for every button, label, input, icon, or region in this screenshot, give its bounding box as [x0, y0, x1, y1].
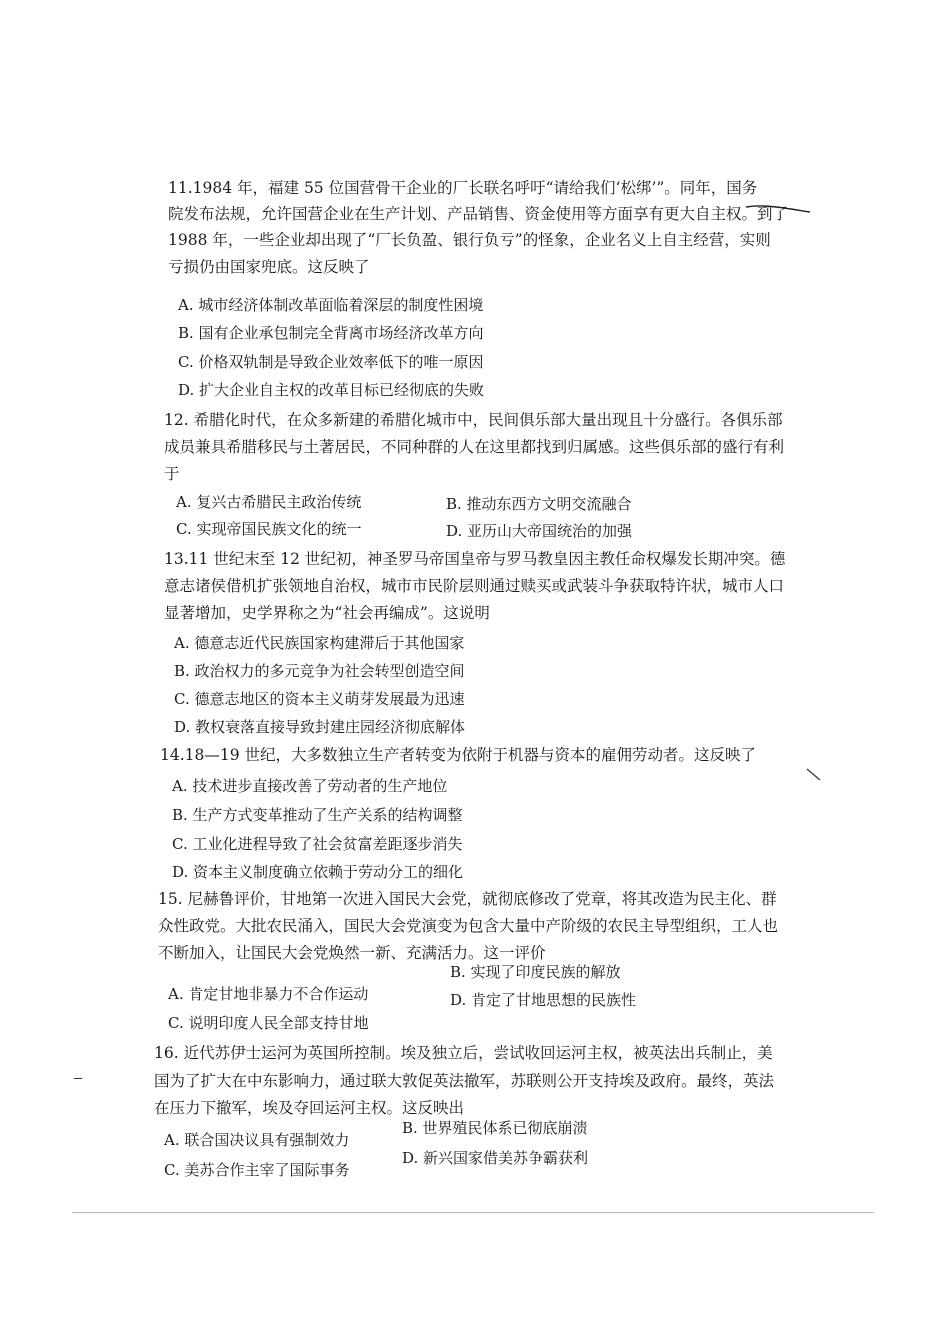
margin-dash-mark: [74, 1078, 82, 1079]
question-15-line-1: 15. 尼赫鲁评价，甘地第一次进入国民大会党，就彻底修改了党章，将其改造为民主化、群: [158, 890, 777, 908]
question-13-line-3: 显著增加，史学界称之为“社会再编成”。这说明: [164, 604, 490, 622]
question-12-line-2: 成员兼具希腊移民与土著居民，不同种群的人在这里都找到归属感。这些俱乐部的盛行有利: [164, 438, 785, 456]
question-11-line-4: 亏损仍由国家兜底。这反映了: [168, 258, 370, 276]
question-16-option-b: B. 世界殖民体系已彻底崩溃: [402, 1119, 588, 1137]
question-14-option-d: D. 资本主义制度确立依赖于劳动分工的细化: [172, 863, 464, 881]
question-15-option-b: B. 实现了印度民族的解放: [450, 963, 621, 981]
question-11-option-d: D. 扩大企业自主权的改革目标已经彻底的失败: [178, 381, 485, 399]
pen-strike-mark: [744, 198, 812, 218]
pen-tick-mark: [806, 768, 822, 782]
bottom-divider: [72, 1212, 874, 1213]
question-12-option-a: A. 复兴古希腊民主政治传统: [176, 493, 362, 511]
question-14-option-b: B. 生产方式变革推动了生产关系的结构调整: [172, 806, 463, 824]
question-15-option-a: A. 肯定甘地非暴力不合作运动: [168, 985, 369, 1003]
question-11-line-3: 1988 年，一些企业却出现了“厂长负盈、银行负亏”的怪象，企业名义上自主经营，实则: [168, 231, 771, 249]
question-13-option-a: A. 德意志近代民族国家构建滞后于其他国家: [174, 634, 465, 652]
question-11-option-b: B. 国有企业承包制完全背离市场经济改革方向: [178, 324, 484, 342]
question-16-line-3: 在压力下撤军，埃及夺回运河主权。这反映出: [154, 1099, 465, 1117]
question-12-option-d: D. 亚历山大帝国统治的加强: [446, 522, 633, 540]
question-12-option-b: B. 推动东西方文明交流融合: [446, 495, 632, 513]
question-13-option-c: C. 德意志地区的资本主义萌芽发展最为迅速: [174, 690, 465, 708]
question-15-option-d: D. 肯定了甘地思想的民族性: [450, 991, 637, 1009]
question-14-line-1: 14.18—19 世纪，大多数独立生产者转变为依附于机器与资本的雇佣劳动者。这反映了: [160, 746, 757, 764]
question-15-line-3: 不断加入，让国民大会党焕然一新、充满活力。这一评价: [158, 944, 546, 962]
question-11-line-1: 11.1984 年，福建 55 位国营骨干企业的厂长联名呼吁“请给我们‘松绑’”。同年，国务: [168, 179, 758, 197]
question-15-option-c: C. 说明印度人民全部支持甘地: [168, 1014, 369, 1032]
question-14-option-c: C. 工业化进程导致了社会贫富差距逐步消失: [172, 835, 463, 853]
question-11-line-2: 院发布法规，允许国营企业在生产计划、产品销售、资金使用等方面享有更大自主权。到了: [168, 205, 789, 223]
question-12-line-3: 于: [164, 465, 180, 483]
question-13-line-1: 13.11 世纪末至 12 世纪初，神圣罗马帝国皇帝与罗马教皇因主教任命权爆发长期冲突。德: [164, 550, 786, 568]
question-16-option-d: D. 新兴国家借美苏争霸获利: [402, 1149, 589, 1167]
question-14-option-a: A. 技术进步直接改善了劳动者的生产地位: [172, 777, 448, 795]
question-13-option-b: B. 政治权力的多元竞争为社会转型创造空间: [174, 662, 465, 680]
question-13-option-d: D. 教权衰落直接导致封建庄园经济彻底解体: [174, 718, 466, 736]
question-15-line-2: 众性政党。大批农民涌入，国民大会党演变为包含大量中产阶级的农民主导型组织，工人也: [158, 917, 779, 935]
question-11-option-a: A. 城市经济体制改革面临着深层的制度性困境: [178, 296, 484, 314]
question-16-line-2: 国为了扩大在中东影响力，通过联大敦促英法撤军，苏联则公开支持埃及政府。最终，英法: [154, 1072, 775, 1090]
question-12-option-c: C. 实现帝国民族文化的统一: [176, 520, 362, 538]
question-12-line-1: 12. 希腊化时代，在众多新建的希腊化城市中，民间俱乐部大量出现且十分盛行。各俱乐部: [164, 411, 783, 429]
question-16-option-a: A. 联合国决议具有强制效力: [164, 1131, 350, 1149]
question-11-option-c: C. 价格双轨制是导致企业效率低下的唯一原因: [178, 353, 484, 371]
question-16-option-c: C. 美苏合作主宰了国际事务: [164, 1161, 350, 1179]
question-16-line-1: 16. 近代苏伊士运河为英国所控制。埃及独立后，尝试收回运河主权，被英法出兵制止，美: [154, 1044, 773, 1062]
question-13-line-2: 意志诸侯借机扩张领地自治权，城市市民阶层则通过赎买或武装斗争获取特许状，城市人口: [164, 577, 785, 595]
